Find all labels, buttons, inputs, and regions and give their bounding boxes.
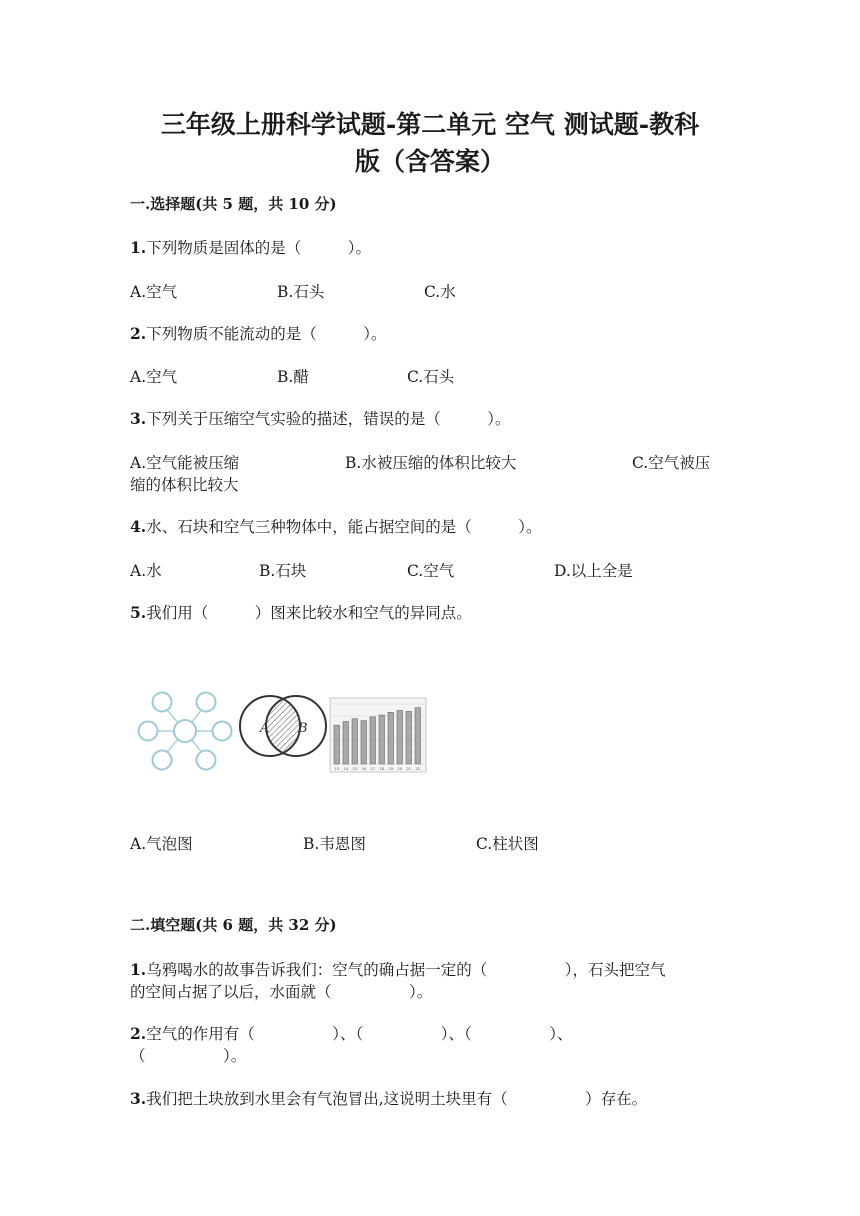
question-text: 下列物质不能流动的是（ ）。 <box>146 325 387 343</box>
bar <box>379 715 385 764</box>
bar-tick-label: 19 <box>388 767 394 771</box>
bar <box>370 717 376 764</box>
bar <box>343 722 349 764</box>
fill-question-2-line-2: （ ）。 <box>130 1047 247 1065</box>
q2-option-b: B.醋 <box>277 368 309 386</box>
bubble <box>213 722 232 741</box>
question-2 <box>130 322 386 344</box>
title-line-1: 三年级上册科学试题-第二单元 空气 测试题-教科 <box>160 110 700 139</box>
q1-option-b: B.石头 <box>277 283 325 301</box>
question-number: 5. <box>130 603 147 622</box>
q4-option-c: C.空气 <box>407 562 455 580</box>
fill-question-2 <box>130 1022 572 1044</box>
question-text: 乌鸦喝水的故事告诉我们：空气的确占据一定的（ ），石头把空气 <box>146 961 666 979</box>
bar-tick-label: 21 <box>406 767 412 771</box>
bar-tick-label: 14 <box>343 767 349 771</box>
bubble <box>197 693 216 712</box>
question-4 <box>130 515 541 537</box>
center-bubble <box>174 720 196 742</box>
bar-tick-label: 16 <box>361 767 367 771</box>
q4-option-b: B.石块 <box>259 562 307 580</box>
q3-option-c: C.空气被压 <box>632 454 711 472</box>
venn-label-b: B <box>298 721 308 736</box>
bar <box>388 712 394 764</box>
bar-tick-label: 20 <box>397 767 403 771</box>
q5-option-c: C.柱状图 <box>476 835 539 853</box>
bar-tick-label: 13 <box>334 767 340 771</box>
bubble <box>139 722 158 741</box>
fill-question-1 <box>130 958 665 980</box>
bar <box>361 721 367 764</box>
question-text: 我们把土块放到水里会有气泡冒出,这说明土块里有（ ）存在。 <box>146 1090 648 1108</box>
bar-chart-diagram <box>330 698 426 772</box>
question-text: 水、石块和空气三种物体中，能占据空间的是（ ）。 <box>146 518 542 536</box>
bar <box>406 711 412 764</box>
bubble <box>153 751 172 770</box>
question-text: 下列物质是固体的是（ ）。 <box>146 239 371 257</box>
bar-tick-label: 22 <box>415 767 421 771</box>
q1-option-a: A.空气 <box>130 283 178 301</box>
bar <box>334 725 340 764</box>
question-5 <box>130 601 472 623</box>
bar-tick-label: 18 <box>379 767 385 771</box>
bubble <box>197 751 216 770</box>
section-heading-fill: 二.填空题(共 6 题，共 32 分) <box>130 916 337 934</box>
question-3 <box>130 407 510 429</box>
fill-question-3 <box>130 1087 647 1109</box>
q2-option-a: A.空气 <box>130 368 178 386</box>
question-text: 我们用（ ）图来比较水和空气的异同点。 <box>146 604 472 622</box>
q3-option-b: B.水被压缩的体积比较大 <box>345 454 517 472</box>
q5-option-a: A.气泡图 <box>130 835 193 853</box>
fill-question-1-line-2: 的空间占据了以后，水面就（ ）。 <box>130 983 433 1001</box>
section-heading-choice: 一.选择题(共 5 题，共 10 分) <box>130 195 337 213</box>
question-number: 3. <box>130 409 147 428</box>
question-text: 下列关于压缩空气实验的描述，错误的是（ ）。 <box>146 410 511 428</box>
question-text: 空气的作用有（ ）、（ ）、（ ）、 <box>146 1025 573 1043</box>
venn-label-a: A <box>260 721 270 736</box>
q3-option-c-wrap: 缩的体积比较大 <box>130 476 239 494</box>
q5-option-b: B.韦恩图 <box>303 835 366 853</box>
question-number: 2. <box>130 1024 147 1043</box>
q2-option-c: C.石头 <box>407 368 455 386</box>
question-number: 4. <box>130 517 147 536</box>
bubble <box>153 693 172 712</box>
question-number: 2. <box>130 324 147 343</box>
bar-tick-label: 17 <box>370 767 376 771</box>
question-number: 3. <box>130 1089 147 1108</box>
question-number: 1. <box>130 960 147 979</box>
title-line-2: 版（含答案） <box>354 147 505 176</box>
q3-option-a: A.空气能被压缩 <box>130 454 240 472</box>
q1-option-c: C.水 <box>424 283 456 301</box>
bubble-map-diagram <box>139 693 232 770</box>
q4-option-a: A.水 <box>130 562 162 580</box>
bar-tick-label: 15 <box>352 767 358 771</box>
bar <box>415 708 421 764</box>
document-title <box>100 106 760 180</box>
q4-option-d: D.以上全是 <box>554 562 633 580</box>
q5-figure <box>130 678 430 778</box>
venn-diagram <box>240 696 326 756</box>
bar <box>352 719 358 764</box>
question-1 <box>130 236 371 258</box>
bar <box>397 710 403 764</box>
question-number: 1. <box>130 238 147 257</box>
